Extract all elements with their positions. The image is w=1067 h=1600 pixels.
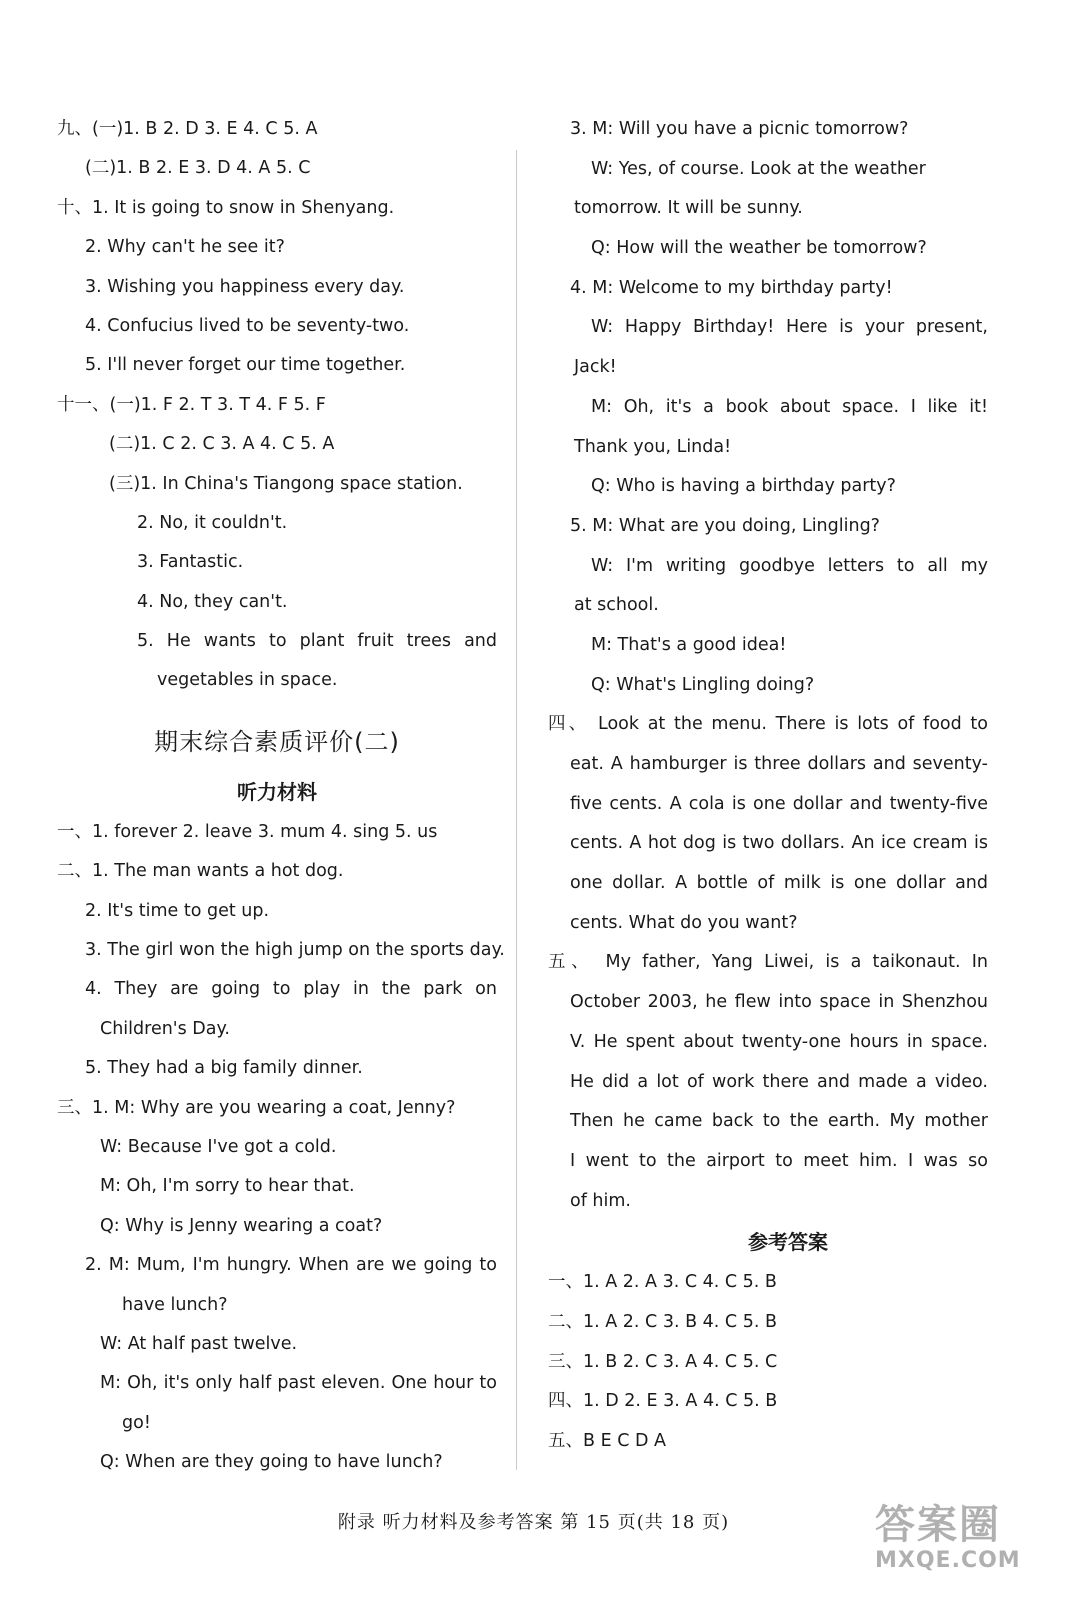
right-column [548,110,988,1462]
listening-block [57,813,505,1483]
text-line: 2. No, it couldn't. [137,512,288,533]
text-line: 二、1. The man wants a hot dog. [57,861,344,882]
text-line: 五、 My father, Yang Liwei, is a taikonaut. In [548,952,988,973]
text-line: go! [122,1412,151,1433]
watermark-url: MXQE.COM [875,1548,1021,1573]
text-line: W: At half past twelve. [100,1333,298,1354]
text-line: M: That's a good idea! [591,634,787,655]
answer-line: 三、1. B 2. C 3. A 4. C 5. C [548,1351,778,1372]
text-line: I went to the airport to meet him. I was so [570,1150,988,1171]
text-line: He did a lot of work there and made a video. [570,1071,988,1092]
answers-block-prev [57,110,497,701]
text-line: 4. M: Welcome to my birthday party! [570,277,893,298]
text-line: M: Oh, it's a book about space. I like it! [591,396,988,417]
text-line: five cents. A cola is one dollar and twenty-five [570,793,988,814]
answer-line: 五、B E C D A [548,1431,666,1451]
answers-title: 参考答案 [748,1230,828,1255]
left-column [57,110,505,1483]
text-line: Q: Who is having a birthday party? [591,476,896,497]
text-line: 十、1. It is going to snow in Shenyang. [57,197,395,218]
text-line: 4. No, they can't. [137,591,288,612]
text-line: Q: When are they going to have lunch? [100,1452,443,1473]
text-line: Q: What's Lingling doing? [591,674,815,695]
text-line: M: Oh, I'm sorry to hear that. [100,1176,355,1197]
listening-title: 听力材料 [237,779,317,804]
section-title: 期末综合素质评价(二) [154,727,400,756]
text-line: W: Happy Birthday! Here is your present, [591,317,988,338]
text-line: V. He spent about twenty-one hours in space. [570,1031,988,1052]
answer-line: 二、1. A 2. C 3. B 4. C 5. B [548,1311,777,1332]
text-line: cents. What do you want? [570,912,798,933]
text-line: Q: How will the weather be tomorrow? [591,238,927,259]
column-divider [516,150,517,1470]
text-line: 5. M: What are you doing, Lingling? [570,515,880,536]
text-line: 3. M: Will you have a picnic tomorrow? [570,119,909,139]
text-line: W: Because I've got a cold. [100,1136,337,1157]
text-line: (二)1. B 2. E 3. D 4. A 5. C [85,158,311,179]
answers-list [548,1263,988,1461]
text-line: 一、1. forever 2. leave 3. mum 4. sing 5. us [57,821,438,842]
text-line: 十一、(一)1. F 2. T 3. T 4. F 5. F [57,394,326,415]
answer-line: 四、1. D 2. E 3. A 4. C 5. B [548,1391,778,1412]
text-line: Q: Why is Jenny wearing a coat? [100,1215,383,1236]
page-footer: 附录 听力材料及参考答案 第 15 页(共 18 页) [337,1512,730,1533]
text-line: (二)1. C 2. C 3. A 4. C 5. A [109,434,335,455]
watermark-title: 答案圈 [875,1502,1001,1548]
text-line: at school. [574,595,659,616]
text-line: one dollar. A bottle of milk is one dollar and [570,873,988,894]
text-line: 3. The girl won the high jump on the sports day. [85,940,505,961]
text-line: (三)1. In China's Tiangong space station. [109,473,463,494]
text-line: 2. M: Mum, I'm hungry. When are we going to [85,1255,497,1276]
text-line: 4. Confucius lived to be seventy-two. [85,315,410,336]
text-line: Children's Day. [100,1018,230,1039]
text-line: W: Yes, of course. Look at the weather [591,158,926,179]
text-line: tomorrow. It will be sunny. [574,198,803,219]
text-line: 3. Fantastic. [137,552,244,573]
watermark [875,1502,1055,1592]
text-line: 5. They had a big family dinner. [85,1058,363,1079]
text-line: Jack! [574,357,617,378]
text-line: 3. Wishing you happiness every day. [85,276,405,297]
text-line: of him. [570,1190,631,1211]
text-line: cents. A hot dog is two dollars. An ice cream is [570,833,988,854]
text-line: eat. A hamburger is three dollars and seventy- [570,754,988,774]
text-line: 5. He wants to plant fruit trees and [137,631,497,652]
text-line: 4. They are going to play in the park on [85,979,497,1000]
answer-line: 一、1. A 2. A 3. C 4. C 5. B [548,1272,777,1293]
text-line: have lunch? [122,1294,228,1315]
text-line: Then he came back to the earth. My mother [570,1111,988,1132]
text-line: M: Oh, it's only half past eleven. One hour to [100,1373,497,1394]
text-line: 5. I'll never forget our time together. [85,355,406,376]
text-line: Thank you, Linda! [574,436,732,457]
text-line: vegetables in space. [157,670,338,691]
text-line: 四、 Look at the menu. There is lots of food to [548,714,988,735]
text-line: W: I'm writing goodbye letters to all my [591,555,988,576]
text-line: 2. It's time to get up. [85,900,270,921]
listening-block-continued [548,110,988,1221]
text-line: 2. Why can't he see it? [85,237,285,258]
text-line: 三、1. M: Why are you wearing a coat, Jenny? [57,1097,456,1118]
text-line: 九、(一)1. B 2. D 3. E 4. C 5. A [57,119,318,139]
text-line: October 2003, he flew into space in Shenzhou [570,992,988,1013]
